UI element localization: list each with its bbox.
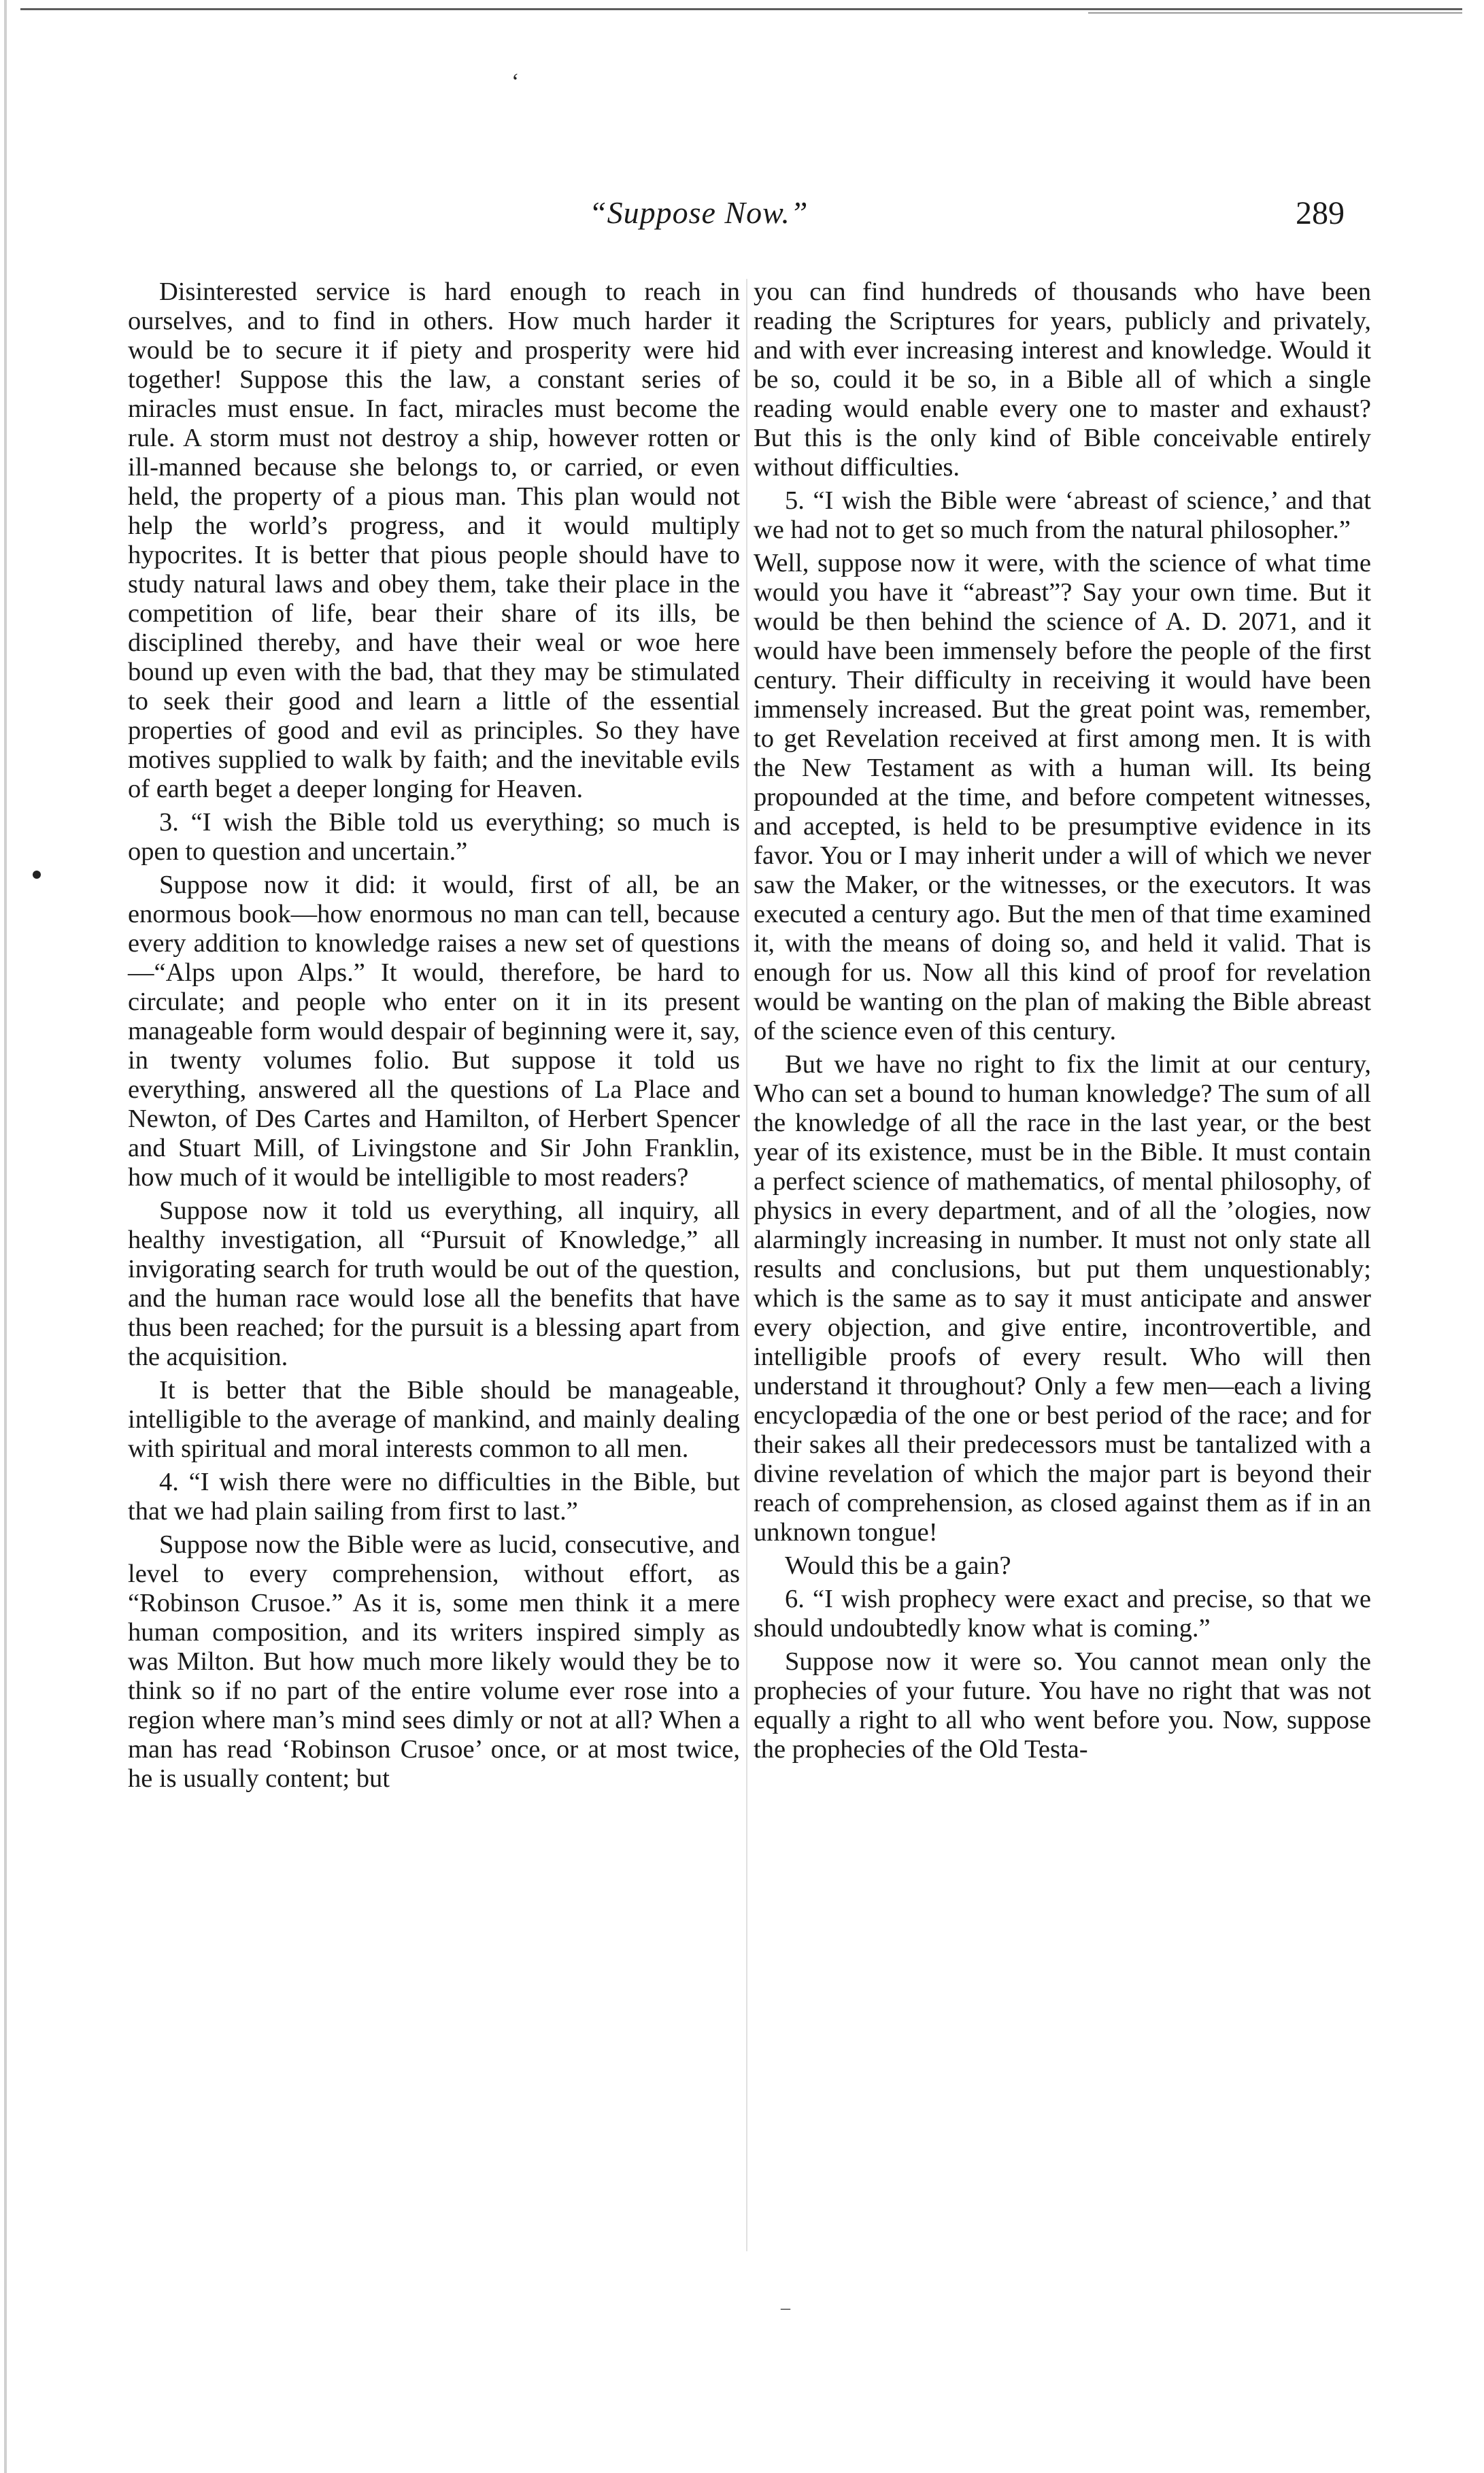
- column-divider: [746, 279, 747, 2251]
- paragraph: But we have no right to fix the limit at our century, Who can set a bound to human knowledge? The sum of all the knowledge of all the race in the last year, or the best year of its existence, must be in the Bible. It must contain a perfect science of mathematics, of mental philosophy, of physics in every department, and of all the ’ologies, now alarmingly increasing in number. It must not only state all results and conclusions, but put them unquestionably; which is the same as to say it must anticipate and answer every objection, and give entire, incontrovertible, and intelligible proofs of every result. Who will then understand it throughout? Only a few men—each a living encyclopædia of the one or best period of the race; and for their sakes all their predecessors must be tantalized with a divine revelation of which the major part is beyond their reach of comprehension, as closed against them as if in an unknown tongue!: [754, 1050, 1371, 1547]
- top-rule: [20, 8, 1462, 10]
- paragraph: you can find hundreds of thousands who have been reading the Scriptures for years, publicly and privately, and with ever increasing interest and knowledge. Would it be so, could it be so, in a Bible all of which a single reading would enable every one to master and exhaust? But this is the only kind of Bible conceivable entirely without difficulties.: [754, 277, 1371, 482]
- paragraph: Would this be a gain?: [785, 1551, 1011, 1580]
- running-head: “Suppose Now.”: [589, 195, 809, 230]
- paragraph: It is better that the Bible should be manageable, intelligible to the average of mankind, and mainly dealing with spiritual and moral interests common to all men.: [128, 1376, 740, 1463]
- paragraph: Well, suppose now it were, with the science of what time would you have it “abreast”? Say your own time. But it would be then behind the science of A. D. 2071, and it would have been immensely before the people of the first century. Their difficulty in receiving it would have been immensely increased. But the great point was, remember, to get Revelation received at first among men. It is with the New Testament as with a human will. Its being propounded at the time, and before competent witnesses, and accepted, is held to be presumptive evidence in its favor. You or I may inherit under a will of which we never saw the Maker, or the witnesses, or the executors. It was executed a century ago. But the men of that time examined it, with the means of doing so, and held it valid. That is enough for us. Now all this kind of proof for revelation would be wanting on the plan of making the Bible abreast of the science even of this century.: [754, 549, 1371, 1045]
- paragraph: Suppose now it did: it would, first of all, be an enormous book—how enormous no man can tell, because every addition to knowledge raises a new set of questions—“Alps upon Alps.” It would, therefore, be hard to circulate; and people who enter on it in its present manageable form would despair of beginning were it, say, in twenty volumes folio. But suppose it told us everything, answered all the questions of La Place and Newton, of Des Cartes and Hamilton, of Herbert Spencer and Stuart Mill, of Livingstone and Sir John Franklin, how much of it would be intelligible to most readers?: [128, 871, 740, 1192]
- paragraph: 6. “I wish prophecy were exact and precise, so that we should undoubtedly know what is coming.”: [754, 1585, 1371, 1643]
- page-header: [0, 195, 1484, 256]
- right-column: [754, 277, 1371, 1768]
- print-speck: ‘: [511, 69, 520, 95]
- page-number: 289: [1296, 195, 1345, 231]
- print-mark: –: [781, 2298, 790, 2319]
- paragraph: 5. “I wish the Bible were ‘abreast of science,’ and that we had not to get so much from the natural philosopher.”: [754, 486, 1371, 544]
- left-column: [128, 277, 740, 1798]
- page-edge-shadow: [4, 0, 7, 2473]
- paragraph: Suppose now it were so. You cannot mean only the prophecies of your future. You have no right that was not equally a right to all who went before you. Now, suppose the prophecies of the Old Testa-: [754, 1647, 1371, 1764]
- margin-dot: [33, 871, 41, 879]
- paragraph: 3. “I wish the Bible told us everything; so much is open to question and uncertain.”: [128, 808, 740, 866]
- top-rule-secondary: [1088, 12, 1462, 14]
- paragraph: Suppose now the Bible were as lucid, consecutive, and level to every comprehension, without effort, as “Robinson Crusoe.” As it is, some men think it a mere human composition, and its writers inspired simply as was Milton. But how much more likely would they be to think so if no part of the entire volume ever rose into a region where man’s mind sees dimly or not at all? When a man has read ‘Robinson Crusoe’ once, or at most twice, he is usually content; but: [128, 1530, 740, 1793]
- paragraph: 4. “I wish there were no difficulties in the Bible, but that we had plain sailing from first to last.”: [128, 1468, 740, 1526]
- paragraph: Disinterested service is hard enough to reach in ourselves, and to find in others. How much harder it would be to secure it if piety and prosperity were hid together! Suppose this the law, a constant series of miracles must ensue. In fact, miracles must become the rule. A storm must not destroy a ship, however rotten or ill-manned because she belongs to, or carried, or even held, the property of a pious man. This plan would not help the world’s progress, and it would multiply hypocrites. It is better that pious people should have to study natural laws and obey them, take their place in the competition of life, bear their share of its ills, be disciplined thereby, and have their weal or woe here bound up even with the bad, that they may be stimulated to seek their good and learn a little of the essential properties of good and evil as principles. So they have motives supplied to walk by faith; and the inevitable evils of earth beget a deeper longing for Heaven.: [128, 277, 740, 803]
- paragraph: Suppose now it told us everything, all inquiry, all healthy investigation, all “Pursuit of Knowledge,” all invigorating search for truth would be out of the question, and the human race would lose all the benefits that have thus been reached; for the pursuit is a blessing apart from the acquisition.: [128, 1196, 740, 1371]
